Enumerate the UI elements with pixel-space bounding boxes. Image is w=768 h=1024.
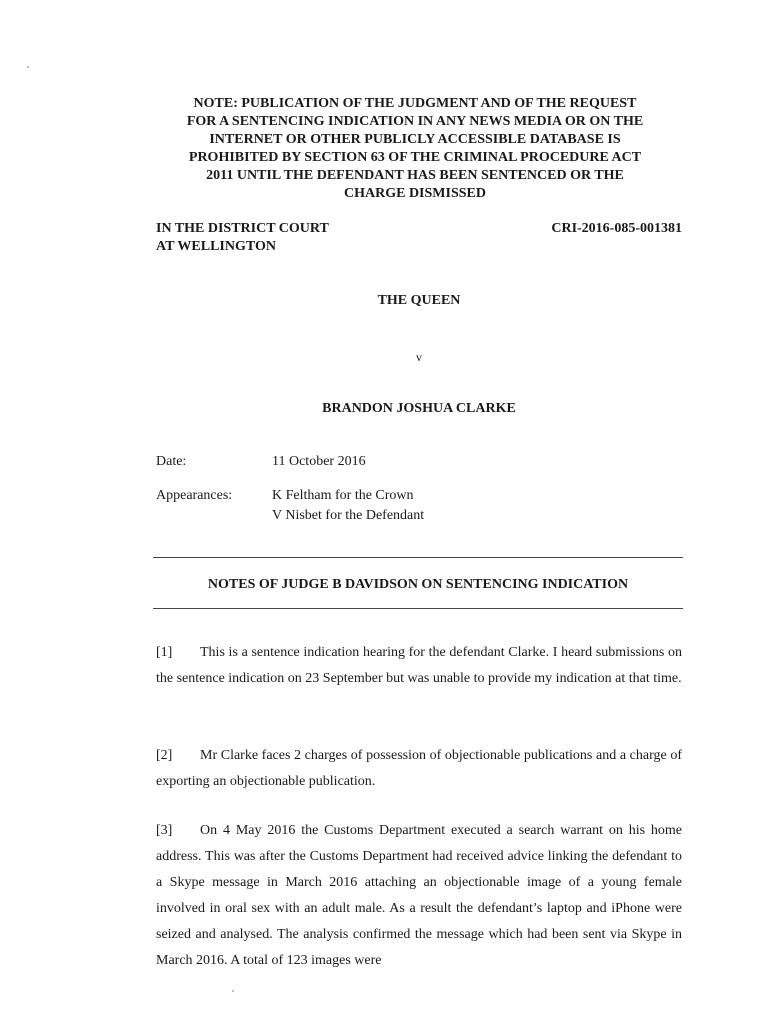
paragraph-number: [2] bbox=[156, 748, 173, 763]
notice-line: INTERNET OR OTHER PUBLICLY ACCESSIBLE DATABASE IS bbox=[209, 132, 621, 147]
notice-line: NOTE: PUBLICATION OF THE JUDGMENT AND OF THE REQUEST bbox=[193, 96, 637, 111]
paragraph bbox=[156, 640, 682, 692]
defendant-party: BRANDON JOSHUA CLARKE bbox=[322, 401, 516, 416]
date-value: 11 October 2016 bbox=[272, 454, 366, 469]
paragraph-number: [1] bbox=[156, 645, 173, 660]
appearance-defendant: V Nisbet for the Defendant bbox=[272, 508, 425, 523]
paragraph-text: This is a sentence indication hearing for the defendant Clarke. I heard submissions on the sentence indication on 23 September but was unable to provide my indication at that time. bbox=[156, 645, 682, 686]
notice-line: CHARGE DISMISSED bbox=[344, 186, 486, 201]
prosecution-party: THE QUEEN bbox=[377, 293, 461, 308]
appearance-crown: K Feltham for the Crown bbox=[272, 488, 414, 503]
court-line-1: IN THE DISTRICT COURT bbox=[156, 221, 329, 236]
publication-notice bbox=[150, 95, 680, 203]
paragraph-text: Mr Clarke faces 2 charges of possession of objectionable publications and a charge of exporting an objectionable publication. bbox=[156, 748, 682, 789]
appearances-label: Appearances: bbox=[156, 488, 233, 503]
paragraph-text: On 4 May 2016 the Customs Department executed a search warrant on his home address. This was after the Customs Department had received advice linking the defendant to a Skype message in March 2016 attaching an objectionable image of a young female involved in oral sex with an adult male. As a result the defendant’s laptop and iPhone were seized and analysed. The analysis confirmed the message which had been sent via Skype in March 2016. A total of 123 images were bbox=[156, 823, 682, 968]
paragraph bbox=[156, 818, 682, 974]
court-line-2: AT WELLINGTON bbox=[156, 239, 276, 254]
notice-line: PROHIBITED BY SECTION 63 OF THE CRIMINAL PROCEDURE ACT bbox=[188, 150, 642, 165]
paragraph bbox=[156, 743, 682, 795]
scan-speck bbox=[232, 990, 234, 992]
appearances-values bbox=[272, 486, 572, 526]
paragraph-number: [3] bbox=[156, 823, 173, 838]
date-label: Date: bbox=[156, 454, 187, 469]
scan-speck bbox=[27, 66, 29, 68]
court-name bbox=[156, 220, 329, 256]
divider-top bbox=[153, 557, 683, 558]
notice-line: FOR A SENTENCING INDICATION IN ANY NEWS MEDIA OR ON THE bbox=[186, 114, 644, 129]
versus-label: v bbox=[416, 350, 422, 364]
notice-line: 2011 UNTIL THE DEFENDANT HAS BEEN SENTENCED OR THE bbox=[206, 168, 624, 183]
case-number: CRI-2016-085-001381 bbox=[551, 221, 682, 236]
divider-bottom bbox=[153, 608, 683, 609]
document-heading: NOTES OF JUDGE B DAVIDSON ON SENTENCING INDICATION bbox=[207, 577, 629, 592]
